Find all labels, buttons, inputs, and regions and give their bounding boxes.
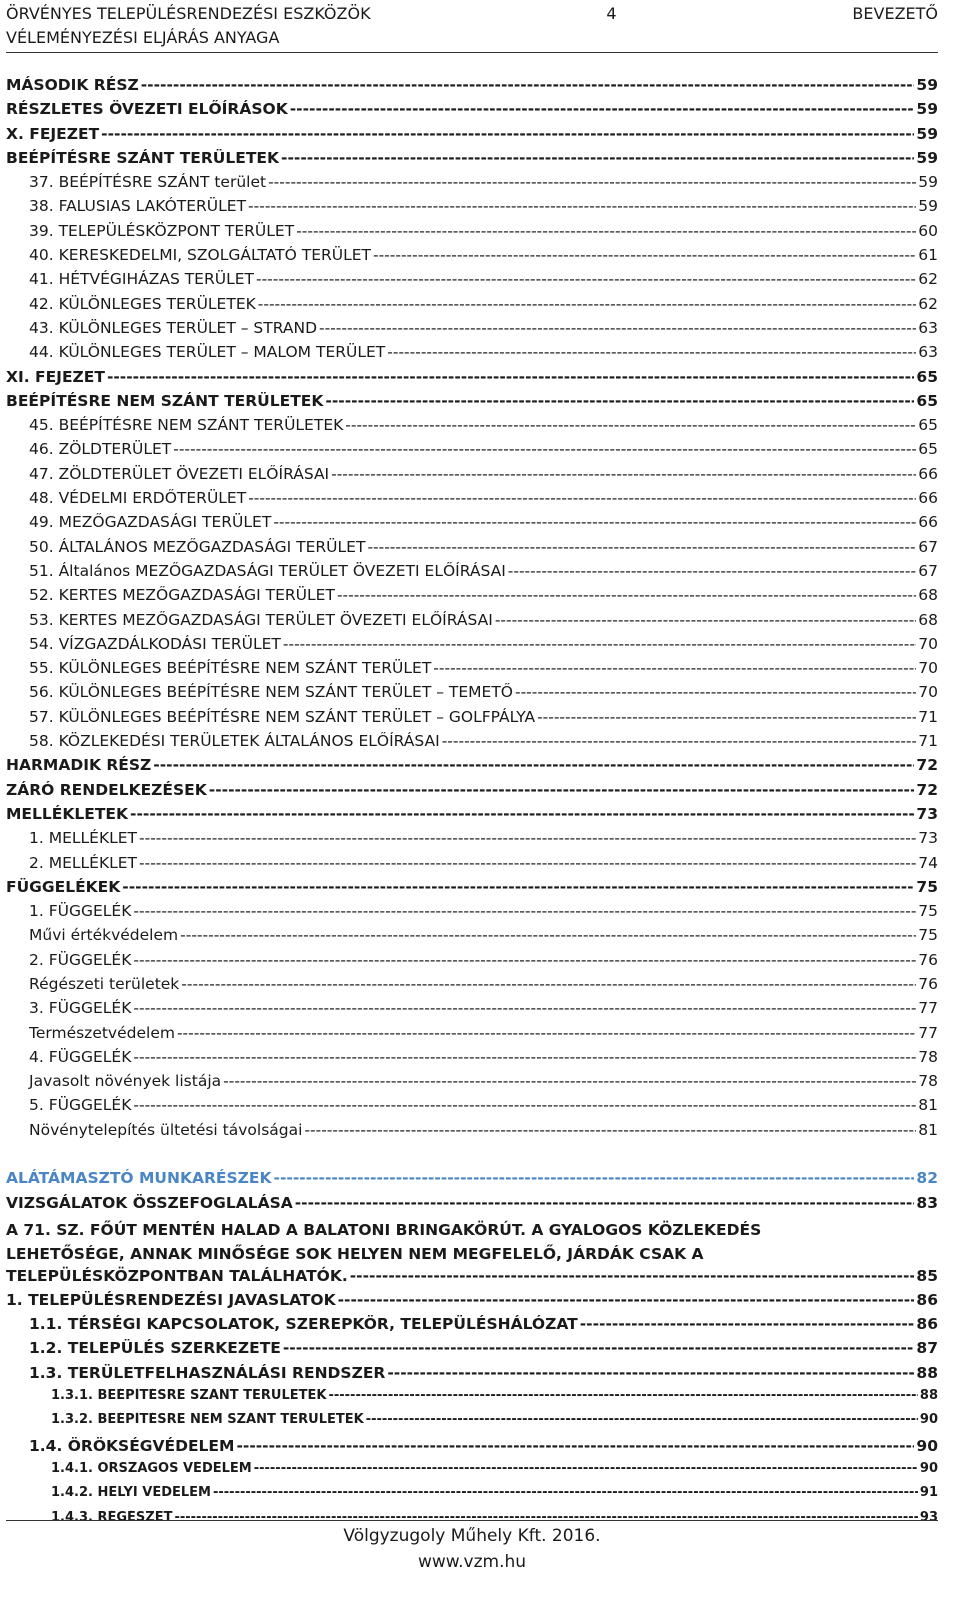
toc-dot-leader bbox=[515, 683, 916, 701]
toc-dot-leader bbox=[325, 392, 914, 410]
toc-dot-leader bbox=[580, 1315, 915, 1333]
toc-entry[interactable] bbox=[6, 76, 938, 100]
toc-dot-leader bbox=[133, 1048, 916, 1066]
toc-dot-leader bbox=[248, 197, 916, 215]
toc-entry-page: 67 bbox=[918, 537, 938, 556]
toc-dot-leader bbox=[130, 805, 914, 823]
toc-dot-leader bbox=[139, 829, 916, 847]
toc-entry-title: RÉSZLETES ÖVEZETI ELŐÍRÁSOK bbox=[6, 100, 288, 119]
toc-entry-page: 82 bbox=[916, 1169, 938, 1188]
toc-entry[interactable] bbox=[6, 1072, 938, 1096]
toc-entry-page: 72 bbox=[916, 780, 938, 799]
toc-entry-page: 77 bbox=[918, 1023, 938, 1042]
toc-dot-leader bbox=[338, 1291, 915, 1309]
toc-entry[interactable] bbox=[6, 1437, 938, 1461]
toc-entry-title: 4. FÜGGELÉK bbox=[29, 1047, 132, 1066]
toc-entry-title: Javasolt növények listája bbox=[29, 1072, 222, 1091]
toc-entry[interactable] bbox=[6, 1218, 938, 1291]
toc-dot-leader bbox=[290, 100, 915, 118]
toc-entry-title: MÁSODIK RÉSZ bbox=[6, 76, 139, 94]
toc-dot-leader bbox=[373, 246, 916, 264]
toc-dot-leader bbox=[331, 465, 916, 483]
document-title: ÖRVÉNYES TELEPÜLÉSRENDEZÉSI ESZKÖZÖK bbox=[6, 4, 371, 23]
toc-entry[interactable] bbox=[6, 1096, 938, 1120]
toc-entry-page: 85 bbox=[916, 1266, 938, 1285]
toc-entry-title: 47. ZÖLDTERÜLET ÖVEZETI ELŐÍRÁSAI bbox=[29, 464, 330, 483]
toc-dot-leader bbox=[350, 1267, 915, 1285]
toc-dot-leader bbox=[101, 125, 914, 143]
toc-entry-page: 66 bbox=[918, 513, 938, 532]
toc-dot-leader bbox=[281, 149, 914, 167]
document-subtitle: VÉLEMÉNYEZÉSI ELJÁRÁS ANYAGA bbox=[6, 28, 280, 47]
toc-entry[interactable] bbox=[6, 270, 938, 294]
toc-entry[interactable] bbox=[6, 659, 938, 683]
toc-entry-page: 88 bbox=[916, 1363, 938, 1382]
toc-entry-title: 1. TELEPÜLÉSRENDEZÉSI JAVASLATOK bbox=[6, 1290, 336, 1309]
header-row-top bbox=[6, 2, 938, 26]
toc-dot-leader bbox=[508, 562, 916, 580]
toc-entry-page: 75 bbox=[916, 877, 938, 896]
toc-entry[interactable] bbox=[6, 222, 938, 246]
toc-entry-page: 76 bbox=[918, 950, 938, 969]
toc-entry-title: 43. KÜLÖNLEGES TERÜLET – STRAND bbox=[29, 318, 318, 337]
toc-dot-leader bbox=[122, 878, 914, 896]
toc-dot-leader bbox=[133, 951, 916, 969]
toc-entry-page: 65 bbox=[916, 391, 938, 410]
toc-entry-page: 88 bbox=[919, 1388, 938, 1404]
toc-dot-leader bbox=[367, 538, 916, 556]
toc-entry-title: Természetvédelem bbox=[29, 1023, 175, 1042]
toc-entry[interactable] bbox=[6, 538, 938, 562]
toc-entry-page: 59 bbox=[916, 124, 938, 143]
toc-dot-leader bbox=[177, 1024, 916, 1042]
toc-entry-title: 42. KÜLÖNLEGES TERÜLETEK bbox=[29, 294, 256, 313]
toc-dot-leader bbox=[213, 1485, 918, 1500]
toc-entry[interactable] bbox=[6, 1485, 938, 1509]
section-name: BEVEZETŐ bbox=[852, 4, 938, 23]
toc-entry-title: ZÁRÓ RENDELKEZÉSEK bbox=[6, 780, 207, 799]
toc-entry[interactable] bbox=[6, 125, 938, 149]
toc-entry[interactable] bbox=[6, 513, 938, 537]
toc-entry-title: 1.3.2. BEÉPÍTÉSRE NEM SZÁNT TERÜLETEK bbox=[51, 1412, 364, 1428]
toc-entry-title: 45. BEÉPÍTÉSRE NEM SZÁNT TERÜLETEK bbox=[29, 416, 344, 435]
toc-entry-title: 1.4. ÖRÖKSÉGVÉDELEM bbox=[29, 1436, 235, 1455]
toc-entry-page: 68 bbox=[918, 586, 938, 605]
toc-dot-leader bbox=[274, 1169, 915, 1187]
toc-entry-page: 59 bbox=[918, 197, 938, 216]
toc-entry[interactable] bbox=[6, 975, 938, 999]
toc-entry[interactable] bbox=[6, 854, 938, 878]
toc-entry-title: BEÉPÍTÉSRE SZÁNT TERÜLETEK bbox=[6, 148, 280, 167]
toc-entry[interactable] bbox=[6, 1169, 938, 1193]
toc-entry-title: 49. MEZŐGAZDASÁGI TERÜLET bbox=[29, 513, 272, 532]
toc-entry[interactable] bbox=[6, 1315, 938, 1339]
toc-entry-page: 72 bbox=[916, 756, 938, 775]
toc-entry[interactable] bbox=[6, 1194, 938, 1218]
toc-dot-leader bbox=[495, 611, 916, 629]
toc-dot-leader bbox=[133, 999, 916, 1017]
toc-dot-leader bbox=[181, 975, 916, 993]
toc-dot-leader bbox=[387, 1364, 914, 1382]
toc-entry-title-line: TELEPÜLÉSKÖZPONTBAN TALÁLHATÓK. bbox=[6, 1266, 348, 1285]
toc-entry[interactable] bbox=[6, 902, 938, 926]
toc-entry-page: 90 bbox=[919, 1460, 938, 1476]
toc-entry-page: 70 bbox=[918, 634, 938, 653]
toc-entry-title: ALÁTÁMASZTÓ MUNKARÉSZEK bbox=[6, 1169, 272, 1188]
toc-entry-page: 65 bbox=[918, 440, 938, 459]
toc-entry[interactable] bbox=[6, 1461, 938, 1485]
toc-entry-title: 44. KÜLÖNLEGES TERÜLET – MALOM TERÜLET bbox=[29, 343, 386, 362]
toc-dot-leader bbox=[283, 635, 916, 653]
toc-dot-leader bbox=[133, 1096, 916, 1114]
toc-dot-leader bbox=[345, 416, 916, 434]
toc-dot-leader bbox=[268, 173, 916, 191]
toc-entry-title: 46. ZÖLDTERÜLET bbox=[29, 440, 172, 459]
toc-entry-title: 2. FÜGGELÉK bbox=[29, 950, 132, 969]
toc-entry[interactable] bbox=[6, 246, 938, 270]
toc-entry-title: 1.4.2. HELYI VÉDELEM bbox=[51, 1485, 211, 1501]
toc-dot-leader bbox=[328, 1388, 917, 1403]
toc-entry-page: 71 bbox=[918, 732, 938, 751]
toc-entry-title: 38. FALUSIAS LAKÓTERÜLET bbox=[29, 197, 247, 216]
toc-entry-page: 59 bbox=[916, 100, 938, 119]
toc-entry[interactable] bbox=[6, 1291, 938, 1315]
toc-dot-leader bbox=[153, 756, 914, 774]
toc-entry[interactable] bbox=[6, 562, 938, 586]
toc-dot-leader bbox=[133, 902, 916, 920]
toc-entry-page: 90 bbox=[919, 1412, 938, 1428]
toc-dot-leader bbox=[273, 513, 916, 531]
toc-entry-title: 1. MELLÉKLET bbox=[29, 829, 138, 848]
toc-entry-title: 57. KÜLÖNLEGES BEÉPÍTÉSRE NEM SZÁNT TERÜLET – GOLFPÁLYA bbox=[29, 707, 536, 726]
toc-dot-leader bbox=[236, 1437, 914, 1455]
toc-entry-title: 1. FÜGGELÉK bbox=[29, 902, 132, 921]
toc-entry[interactable] bbox=[6, 732, 938, 756]
toc-dot-leader bbox=[254, 1461, 918, 1476]
toc-entry[interactable] bbox=[6, 708, 938, 732]
toc-entry-title: 1.1. TÉRSÉGI KAPCSOLATOK, SZEREPKÖR, TELEPÜLÉSHÁLÓZAT bbox=[29, 1315, 578, 1334]
toc-entry-title: Növénytelepítés ültetési távolságai bbox=[29, 1120, 303, 1139]
footer-company: Völgyzugoly Műhely Kft. 2016. bbox=[343, 1526, 601, 1546]
toc-entry-title: 55. KÜLÖNLEGES BEÉPÍTÉSRE NEM SZÁNT TERÜLET bbox=[29, 659, 432, 678]
toc-dot-leader bbox=[223, 1072, 916, 1090]
toc-dot-leader bbox=[141, 76, 915, 94]
toc-dot-leader bbox=[337, 586, 916, 604]
toc-entry-page: 91 bbox=[919, 1485, 938, 1501]
toc-entry-page: 65 bbox=[918, 416, 938, 435]
page-footer bbox=[6, 1520, 938, 1575]
toc-entry[interactable] bbox=[6, 683, 938, 707]
toc-entry-title: 40. KERESKEDELMI, SZOLGÁLTATÓ TERÜLET bbox=[29, 246, 371, 265]
toc-entry-title: 58. KÖZLEKEDÉSI TERÜLETEK ÁLTALÁNOS ELŐÍRÁSAI bbox=[29, 732, 440, 751]
toc-dot-leader bbox=[173, 440, 916, 458]
toc-entry[interactable] bbox=[6, 173, 938, 197]
toc-spacer bbox=[6, 1145, 938, 1169]
toc-entry-title: 41. HÉTVÉGIHÁZAS TERÜLET bbox=[29, 270, 254, 289]
toc-entry-page: 62 bbox=[918, 294, 938, 313]
toc-entry-title: 50. ÁLTALÁNOS MEZŐGAZDASÁGI TERÜLET bbox=[29, 537, 366, 556]
toc-entry-page: 75 bbox=[918, 902, 938, 921]
toc-entry-title: 48. VÉDELMI ERDŐTERÜLET bbox=[29, 489, 247, 508]
page-number: 4 bbox=[606, 4, 617, 23]
toc-entry-page: 76 bbox=[918, 974, 938, 993]
toc-entry[interactable] bbox=[6, 926, 938, 950]
toc-dot-leader bbox=[537, 708, 916, 726]
toc-dot-leader bbox=[107, 368, 914, 386]
toc-entry-title: 53. KERTES MEZŐGAZDASÁGI TERÜLET ÖVEZETI ELŐÍRÁSAI bbox=[29, 610, 493, 629]
toc-dot-leader bbox=[319, 319, 916, 337]
toc-entry[interactable] bbox=[6, 1364, 938, 1388]
toc-entry-title: BEÉPÍTÉSRE NEM SZÁNT TERÜLETEK bbox=[6, 391, 324, 410]
toc-entry[interactable] bbox=[6, 100, 938, 124]
toc-entry-title: 3. FÜGGELÉK bbox=[29, 999, 132, 1018]
toc-entry-page: 63 bbox=[918, 318, 938, 337]
toc-entry[interactable] bbox=[6, 1048, 938, 1072]
toc-entry[interactable] bbox=[6, 1121, 938, 1145]
toc-entry-page: 66 bbox=[918, 464, 938, 483]
page-header bbox=[6, 2, 938, 53]
toc-entry-title: 54. VÍZGAZDÁLKODÁSI TERÜLET bbox=[29, 634, 281, 653]
toc-dot-leader bbox=[256, 270, 916, 288]
toc-entry[interactable] bbox=[6, 781, 938, 805]
toc-entry-page: 59 bbox=[918, 173, 938, 192]
toc-entry[interactable] bbox=[6, 392, 938, 416]
toc-entry-title: 1.4.1. ORSZÁGOS VÉDELEM bbox=[51, 1460, 252, 1476]
header-row-bottom bbox=[6, 26, 938, 50]
toc-entry-page: 90 bbox=[916, 1436, 938, 1455]
toc-entry[interactable] bbox=[6, 951, 938, 975]
toc-entry-title: MELLÉKLETEK bbox=[6, 804, 129, 823]
toc-entry-title: 37. BEÉPÍTÉSRE SZÁNT terület bbox=[29, 173, 267, 192]
toc-entry-page: 73 bbox=[918, 829, 938, 848]
toc-entry-page: 74 bbox=[918, 853, 938, 872]
toc-entry-title-line: LEHETŐSÉGE, ANNAK MINŐSÉGE SOK HELYEN NEM MEGFELELŐ, JÁRDÁK CSAK A bbox=[6, 1245, 704, 1264]
toc-dot-leader bbox=[139, 854, 916, 872]
toc-dot-leader bbox=[304, 1121, 916, 1139]
toc-dot-leader bbox=[433, 659, 916, 677]
toc-entry-page: 81 bbox=[918, 1096, 938, 1115]
toc-entry[interactable] bbox=[6, 805, 938, 829]
toc-entry-page: 65 bbox=[916, 367, 938, 386]
toc-entry[interactable] bbox=[6, 635, 938, 659]
toc-dot-leader bbox=[209, 781, 915, 799]
toc-entry[interactable] bbox=[6, 878, 938, 902]
toc-entry[interactable] bbox=[6, 343, 938, 367]
toc-entry[interactable] bbox=[6, 1412, 938, 1436]
toc-dot-leader bbox=[258, 295, 916, 313]
toc-entry-title: VIZSGÁLATOK ÖSSZEFOGLALÁSA bbox=[6, 1193, 293, 1212]
toc-entry[interactable] bbox=[6, 1339, 938, 1363]
toc-entry-title: 52. KERTES MEZŐGAZDASÁGI TERÜLET bbox=[29, 586, 335, 605]
toc-entry-title: 1.3. TERÜLETFELHASZNÁLÁSI RENDSZER bbox=[29, 1363, 386, 1382]
toc-entry-title: 56. KÜLÖNLEGES BEÉPÍTÉSRE NEM SZÁNT TERÜLET – TEMETŐ bbox=[29, 683, 513, 702]
toc-dot-leader bbox=[295, 1194, 915, 1212]
toc-entry[interactable] bbox=[6, 1024, 938, 1048]
toc-entry[interactable] bbox=[6, 829, 938, 853]
toc-entry[interactable] bbox=[6, 319, 938, 343]
toc-entry[interactable] bbox=[6, 465, 938, 489]
toc-entry-page: 63 bbox=[918, 343, 938, 362]
toc-entry-page: 93 bbox=[919, 1509, 938, 1525]
toc-entry-title: HARMADIK RÉSZ bbox=[6, 756, 152, 775]
toc-entry-page: 66 bbox=[918, 489, 938, 508]
toc-entry-title: 1.3.1. BEÉPÍTÉSRE SZÁNT TERÜLETEK bbox=[51, 1388, 327, 1404]
toc-entry-title: 5. FÜGGELÉK bbox=[29, 1096, 132, 1115]
toc-entry-page: 59 bbox=[916, 76, 938, 94]
toc-entry-page: 70 bbox=[918, 683, 938, 702]
toc-entry[interactable] bbox=[6, 1388, 938, 1412]
toc-entry-title: Művi értékvédelem bbox=[29, 926, 179, 945]
toc-entry[interactable] bbox=[6, 197, 938, 221]
toc-entry[interactable] bbox=[6, 416, 938, 440]
footer-website[interactable]: www.vzm.hu bbox=[417, 1552, 527, 1572]
toc-entry-page: 77 bbox=[918, 999, 938, 1018]
toc-entry-page: 78 bbox=[918, 1072, 938, 1091]
toc-entry[interactable] bbox=[6, 611, 938, 635]
toc-dot-leader bbox=[180, 926, 916, 944]
toc-entry-page: 71 bbox=[918, 707, 938, 726]
toc-entry[interactable] bbox=[6, 440, 938, 464]
toc-entry-title: Régészeti területek bbox=[29, 974, 180, 993]
toc-entry-title: XI. FEJEZET bbox=[6, 367, 105, 386]
toc-entry-page: 61 bbox=[918, 246, 938, 265]
toc-entry-title: 2. MELLÉKLET bbox=[29, 853, 138, 872]
toc-entry-page: 59 bbox=[916, 148, 938, 167]
toc-dot-leader bbox=[296, 222, 916, 240]
toc-dot-leader bbox=[387, 343, 916, 361]
toc-entry[interactable] bbox=[6, 295, 938, 319]
toc-entry-page: 86 bbox=[916, 1315, 938, 1334]
toc-entry-page: 68 bbox=[918, 610, 938, 629]
toc-entry[interactable] bbox=[6, 368, 938, 392]
toc-entry-page: 75 bbox=[918, 926, 938, 945]
toc-entry-page: 78 bbox=[918, 1047, 938, 1066]
toc-entry-page: 81 bbox=[918, 1120, 938, 1139]
toc-entry-page: 67 bbox=[918, 561, 938, 580]
toc-entry-last-line bbox=[6, 1267, 938, 1291]
toc-entry-title: 1.2. TELEPÜLÉS SZERKEZETE bbox=[29, 1339, 281, 1358]
toc-entry-title: 1.4.3. RÉGÉSZET bbox=[51, 1509, 173, 1525]
toc-entry-page: 70 bbox=[918, 659, 938, 678]
toc-dot-leader bbox=[248, 489, 916, 507]
toc-entry[interactable] bbox=[6, 586, 938, 610]
toc-entry-page: 86 bbox=[916, 1290, 938, 1309]
table-of-contents bbox=[6, 76, 938, 1534]
toc-entry-page: 60 bbox=[918, 221, 938, 240]
toc-dot-leader bbox=[366, 1412, 918, 1427]
toc-entry-page: 83 bbox=[916, 1193, 938, 1212]
toc-entry-title: X. FEJEZET bbox=[6, 124, 100, 143]
toc-entry[interactable] bbox=[6, 756, 938, 780]
toc-entry[interactable] bbox=[6, 489, 938, 513]
toc-dot-leader bbox=[442, 732, 917, 750]
toc-entry-page: 87 bbox=[916, 1339, 938, 1358]
toc-entry-page: 62 bbox=[918, 270, 938, 289]
toc-entry[interactable] bbox=[6, 149, 938, 173]
toc-dot-leader bbox=[283, 1339, 915, 1357]
toc-entry-title: 51. Általános MEZŐGAZDASÁGI TERÜLET ÖVEZETI ELŐÍRÁSAI bbox=[29, 561, 506, 580]
toc-entry-page: 73 bbox=[916, 804, 938, 823]
toc-entry[interactable] bbox=[6, 999, 938, 1023]
toc-entry-title: 39. TELEPÜLÉSKÖZPONT TERÜLET bbox=[29, 221, 295, 240]
toc-entry-title-line: A 71. SZ. FŐÚT MENTÉN HALAD A BALATONI BRINGAKÖRÚT. A GYALOGOS KÖZLEKEDÉS bbox=[6, 1220, 762, 1239]
toc-entry-title: FÜGGELÉKEK bbox=[6, 877, 121, 896]
